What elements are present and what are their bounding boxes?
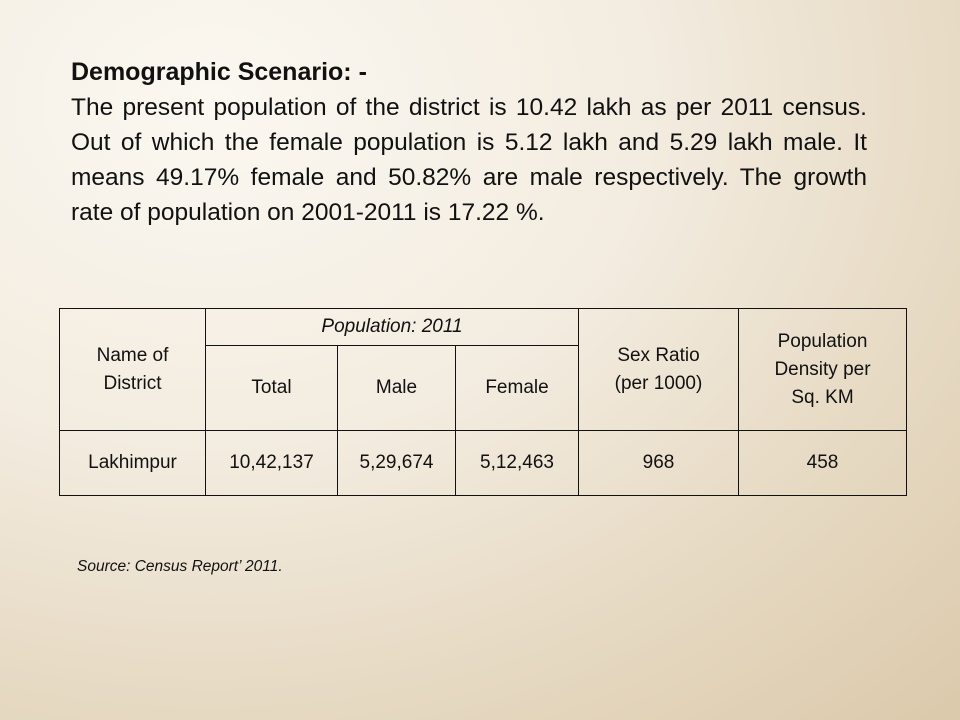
cell-female: 5,12,463	[456, 431, 579, 496]
header-district-name	[60, 309, 206, 431]
header-population-density	[739, 309, 907, 431]
header-male: Male	[338, 346, 456, 431]
cell-district: Lakhimpur	[60, 431, 206, 496]
cell-male: 5,29,674	[338, 431, 456, 496]
demographic-paragraph: The present population of the district is 10.42 lakh as per 2011 census. Out of which the female population is 5.12 lakh and 5.29 lakh male. It means 49.17% female and 50.82% are male respectively. The growth rate of population on 2001-2011 is 17.22 %.	[71, 94, 867, 226]
header-sex-ratio-line2: (per 1000)	[614, 372, 703, 394]
cell-total: 10,42,137	[206, 431, 338, 496]
table-header-row	[60, 309, 907, 346]
header-district-name-line1: Name of	[96, 344, 169, 366]
header-density-line1: Population	[777, 330, 868, 352]
header-sex-ratio	[579, 309, 739, 431]
cell-density: 458	[739, 431, 907, 496]
header-density-line3: Sq. KM	[791, 386, 854, 408]
header-district-name-line2: District	[103, 372, 162, 394]
cell-sex-ratio: 968	[579, 431, 739, 496]
census-table	[59, 308, 907, 496]
header-total: Total	[206, 346, 338, 431]
header-population-group: Population: 2011	[206, 309, 579, 346]
section-heading: Demographic Scenario: -	[71, 58, 367, 86]
header-density-line2: Density per	[774, 358, 871, 380]
header-sex-ratio-line1: Sex Ratio	[617, 344, 700, 366]
table-row	[60, 431, 907, 496]
header-female: Female	[456, 346, 579, 431]
source-note: Source: Census Report’ 2011.	[77, 558, 283, 575]
